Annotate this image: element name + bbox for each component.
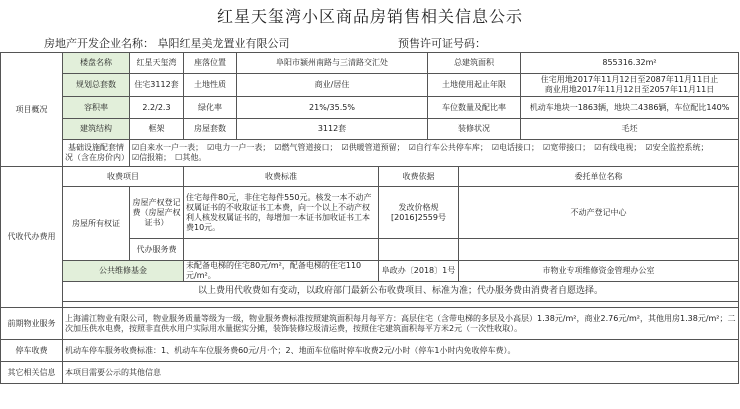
registration-fee-label: 房屋产权登记费（房屋产权证书）	[130, 187, 184, 239]
infra-item-text: 有线电视；	[601, 143, 642, 152]
infra-item	[342, 143, 405, 153]
infra-item-text: 燃气管道接口；	[281, 143, 338, 152]
registration-fee-basis: 发改价格规[2016]2559号	[379, 187, 459, 239]
infra-item-text: 宽带接口；	[550, 143, 591, 152]
infra-item-text: 电力一户一表；	[214, 143, 271, 152]
value-structure: 框架	[130, 119, 184, 140]
overview-section-label: 项目概况	[1, 53, 63, 167]
label-plot-ratio: 容积率	[63, 97, 130, 119]
agency-fee-unit	[459, 239, 739, 261]
overview-row-1	[1, 53, 739, 74]
label-total-area: 总建筑面积	[428, 53, 521, 74]
infra-item-text: 自来水一户一表；	[139, 143, 204, 152]
property-label: 前期物业服务	[1, 308, 63, 340]
fees-row-registration	[1, 187, 739, 239]
value-total-area: 855316.32m²	[521, 53, 739, 74]
owner-cert-label: 房屋所有权证	[63, 187, 130, 261]
checked-box-icon: ☑	[341, 143, 349, 152]
value-project-name: 红星天玺湾	[130, 53, 184, 74]
fees-note: 以上费用代收费如有变动，以政府部门最新公布收费项目、标准为准；代办服务费由消费者自愿选择。	[63, 282, 739, 302]
land-term-commercial: 商业用地2017年11月12日至2057年11月11日	[544, 85, 715, 94]
infra-item-text: 信报箱；	[139, 153, 172, 162]
fees-note-row	[1, 282, 739, 302]
label-land-type: 土地性质	[184, 74, 237, 97]
fees-header-standard: 收费标准	[184, 167, 379, 187]
label-decoration: 装修状况	[428, 119, 521, 140]
value-green-ratio: 21%/35.5%	[237, 97, 428, 119]
value-location: 阜阳市颍州南路与三清路交汇处	[237, 53, 428, 74]
registration-fee-standard: 住宅每件80元，非住宅每件550元。核发一本不动产权属证书的不收取证书工本费，向一个以上不动产权利人核发权属证书的，每增加一本证书加收证书工本费10元。	[184, 187, 379, 239]
maintenance-fund-label: 公共维修基金	[63, 261, 184, 282]
maintenance-fund-standard: 未配备电梯的住宅80元/m²，配备电梯的住宅110元/m²。	[184, 261, 379, 282]
value-parking-count: 机动车地块一1863辆，地块二4386辆，车位配比140%	[521, 97, 739, 119]
parking-text: 机动车停车服务收费标准：1、机动车车位服务费60元/月·个；2、地面车位临时停车收费2元/小时（停车1小时内免收停车费）。	[63, 340, 739, 362]
land-term-residential: 住宅用地2017年11月12日至2087年11月11日止	[540, 75, 719, 84]
infra-item	[175, 153, 206, 163]
label-location: 座落位置	[184, 53, 237, 74]
checked-box-icon: ☑	[491, 143, 500, 152]
checked-box-icon: ☑	[132, 153, 140, 162]
fees-header-basis: 收费依据	[379, 167, 459, 187]
fees-header-unit: 委托单位名称	[459, 167, 739, 187]
infra-item-text: 供暖管道预留；	[348, 143, 405, 152]
developer-label: 房地产开发企业名称：	[44, 37, 154, 50]
fees-header-item: 收费项目	[63, 167, 184, 187]
value-planned-units: 住宅3112套	[130, 74, 184, 97]
developer-value: 阜阳红星美龙置业有限公司	[157, 37, 290, 50]
overview-row-2	[1, 74, 739, 97]
infra-item	[409, 143, 488, 153]
checked-box-icon: ☑	[645, 143, 653, 152]
infra-item	[492, 143, 539, 153]
value-decoration: 毛坯	[521, 119, 739, 140]
agency-fee-standard	[184, 239, 379, 261]
overview-row-3	[1, 97, 739, 119]
infra-item	[645, 143, 708, 153]
other-text: 本项目需要公示的其他信息	[63, 362, 739, 384]
property-row	[1, 308, 739, 340]
infra-item	[132, 153, 171, 163]
infra-checklist	[130, 140, 739, 167]
infra-item	[132, 143, 203, 153]
page-title: 红星天玺湾小区商品房销售相关信息公示	[216, 7, 523, 26]
label-structure: 建筑结构	[63, 119, 130, 140]
value-unit-count: 3112套	[237, 119, 428, 140]
unchecked-box-icon: ☐	[175, 153, 183, 162]
label-green-ratio: 绿化率	[184, 97, 237, 119]
infra-item	[207, 143, 270, 153]
info-table	[0, 52, 739, 384]
developer-line	[44, 35, 290, 51]
label-planned-units: 规划总套数	[63, 74, 130, 97]
checked-box-icon: ☑	[132, 143, 140, 152]
maintenance-fund-unit: 市物业专项维修资金管理办公室	[459, 261, 739, 282]
fees-header-row	[1, 167, 739, 187]
property-text: 上海浦江物业有限公司，物业服务质量等级为一级，物业服务费标准按照建筑面积每月每平方：高层住宅（含带电梯的多层及小高层）1.38元/m²，商业2.76元/m²，其他用房1.38元/m²；二次加压供水电费，按照非直供水用户实际用水量据实分摊，装饰装修垃圾清运费，按照住宅建筑面积每平方米2元（一次性收取）。	[63, 308, 739, 340]
infra-label: 基础设施配套情况（含在房价内）	[63, 140, 130, 167]
infra-item-text: 自行车公共停车库；	[415, 143, 488, 152]
maintenance-fund-basis: 阜政办〔2018〕1号	[379, 261, 459, 282]
infra-item	[543, 143, 590, 153]
permit-label: 预售许可证号码：	[398, 37, 486, 50]
infra-item	[274, 143, 337, 153]
infra-item-text: 电话接口；	[499, 143, 540, 152]
infra-row	[1, 140, 739, 167]
other-row	[1, 362, 739, 384]
checked-box-icon: ☑	[594, 143, 602, 152]
other-label: 其它相关信息	[1, 362, 63, 384]
agency-fee-basis	[379, 239, 459, 261]
infra-item-text: 其他。	[182, 153, 207, 162]
fees-row-maintenance	[1, 261, 739, 282]
value-land-type: 商业/居住	[237, 74, 428, 97]
checked-box-icon: ☑	[207, 143, 215, 152]
label-project-name: 楼盘名称	[63, 53, 130, 74]
checked-box-icon: ☑	[543, 143, 551, 152]
checked-box-icon: ☑	[408, 143, 416, 152]
value-plot-ratio: 2.2/2.3	[130, 97, 184, 119]
label-unit-count: 房屋套数	[184, 119, 237, 140]
overview-row-4	[1, 119, 739, 140]
fees-section-label: 代收代办费用	[1, 167, 63, 308]
label-parking-count: 车位数量及配比率	[428, 97, 521, 119]
infra-item	[594, 143, 641, 153]
infra-item-text: 安全监控系统；	[652, 143, 709, 152]
value-land-term	[521, 74, 739, 97]
agency-fee-label: 代办服务费	[130, 239, 184, 261]
parking-label: 停车收费	[1, 340, 63, 362]
label-land-term: 土地使用起止年限	[428, 74, 521, 97]
registration-fee-unit: 不动产登记中心	[459, 187, 739, 239]
parking-row	[1, 340, 739, 362]
checked-box-icon: ☑	[274, 143, 282, 152]
